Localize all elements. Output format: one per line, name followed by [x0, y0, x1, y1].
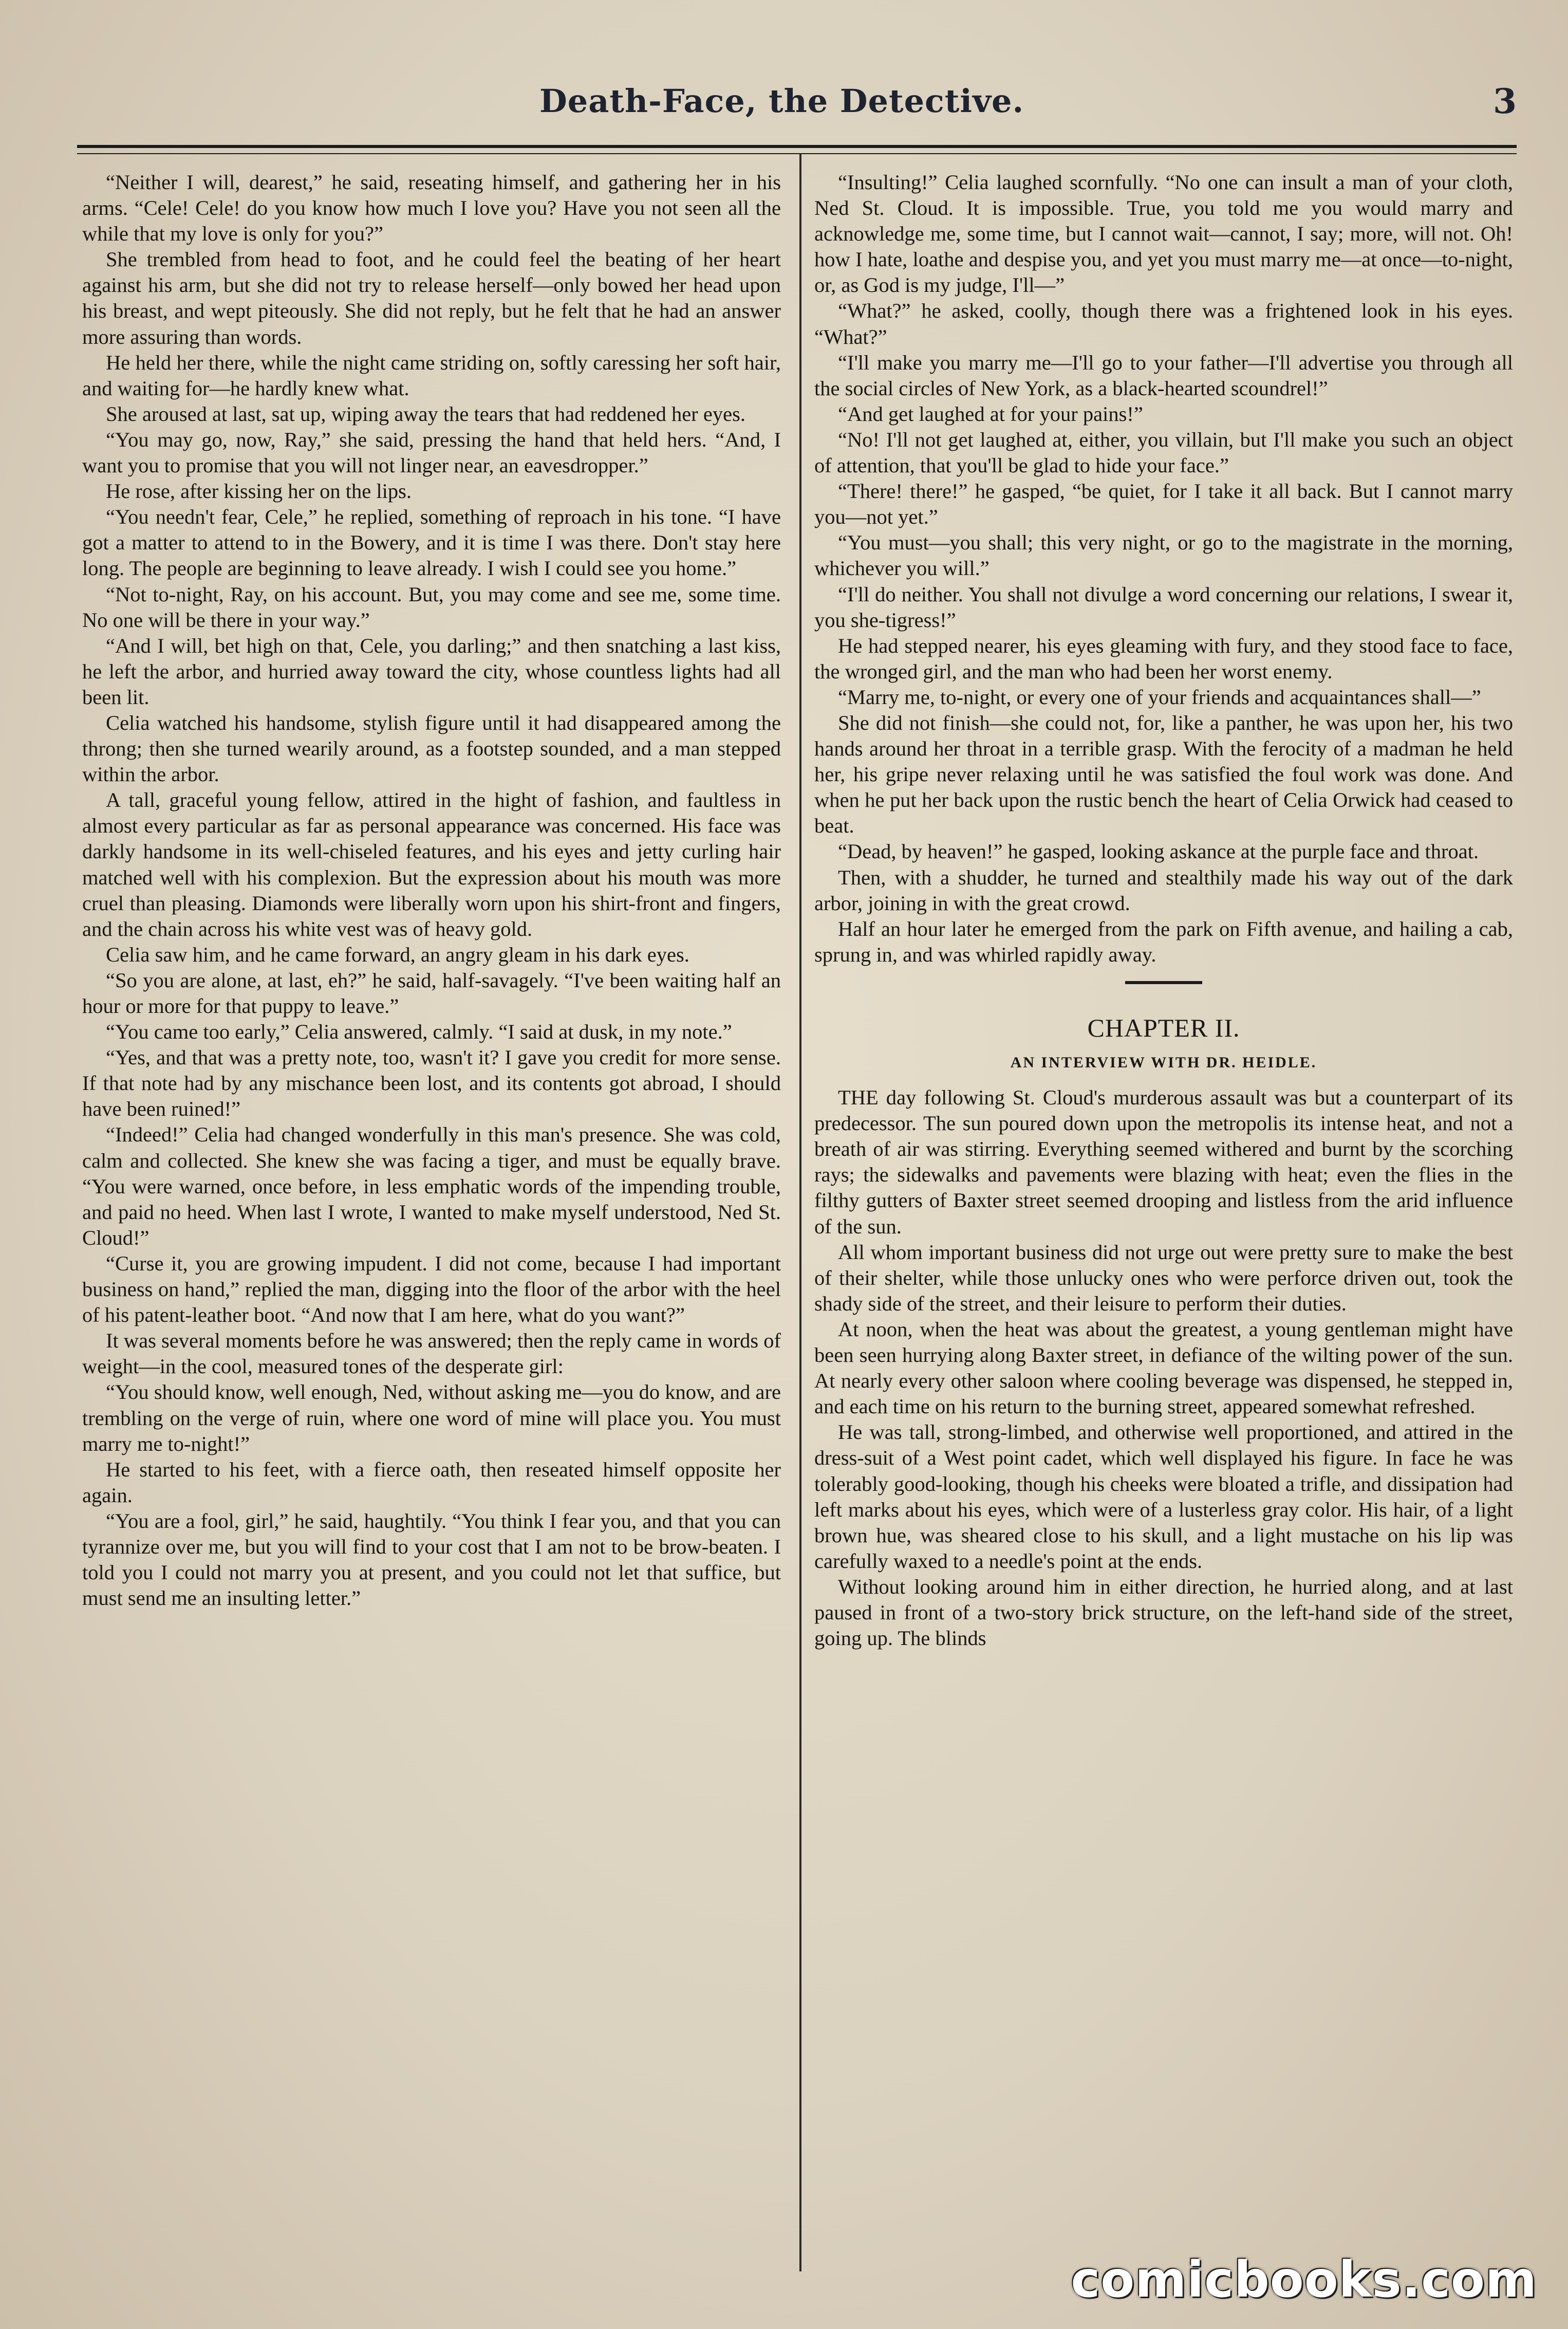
paragraph: “Dead, by heaven!” he gasped, looking askance at the purple face and throat. [838, 840, 1479, 863]
paragraph: She aroused at last, sat up, wiping away the tears that had reddened her eyes. [106, 402, 745, 426]
paragraph: “Marry me, to-night, or every one of your friends and acquaintances shall—” [838, 685, 1481, 709]
paragraph: “You should know, well enough, Ned, without asking me—you do know, and are trembling on the verge of ruin, where one word of mine will place you. You must marry me to-night!” [82, 1380, 781, 1455]
paragraph: THE day following St. Cloud's murderous assault was but a counterpart of its predecessor. The sun poured down upon the metropolis its intense heat, and not a breath of air was stirring. Everything seemed withered and burnt by the scorching rays; the sidewalks and pavements were blazing with heat; even the flies in the filthy gutters of Baxter street seemed drooping and listless from the arid influence of the sun. [814, 1086, 1513, 1238]
paragraph: “You came too early,” Celia answered, calmly. “I said at dusk, in my note.” [106, 1020, 732, 1044]
paragraph: “You must—you shall; this very night, or go to the magistrate in the morning, whichever you will.” [814, 531, 1513, 580]
paragraph: He rose, after kissing her on the lips. [106, 479, 412, 503]
chapter-heading: CHAPTER II. [1087, 1013, 1240, 1042]
paragraph: “And I will, bet high on that, Cele, you darling;” and then snatching a last kiss, he left the arbor, and hurried away toward the city, whose countless lights had all been lit. [82, 634, 781, 709]
page-number: 3 [1493, 81, 1517, 121]
paragraph: “So you are alone, at last, eh?” he said, half-savagely. “I've been waiting half an hour or more for that puppy to leave.” [82, 968, 781, 1018]
paragraph: “Indeed!” Celia had changed wonderfully in this man's presence. She was cold, calm and collected. She knew she was facing a tiger, and must be equally brave. “You were warned, once before, in less emphatic words of the impending trouble, and paid no heed. When last I wrote, I wanted to make myself understood, Ned St. Cloud!” [82, 1123, 781, 1249]
paragraph: “Yes, and that was a pretty note, too, wasn't it? I gave you credit for more sense. If that note had by any mischance been lost, and its contents got abroad, I should have been ruined!” [82, 1046, 781, 1121]
paragraph: “You may go, now, Ray,” she said, pressing the hand that held hers. “And, I want you to promise that you will not linger near, an eavesdropper.” [82, 428, 781, 477]
paragraph: Then, with a shudder, he turned and stealthily made his way out of the dark arbor, joining in with the great crowd. [814, 865, 1513, 915]
paragraph: “Curse it, you are growing impudent. I did not come, because I had important business on hand,” replied the man, digging into the floor of the arbor with the heel of his patent-leather boot. “And now that I am here, what do you want?” [82, 1251, 781, 1327]
page-header [77, 77, 1517, 134]
paragraph: “No! I'll not get laughed at, either, you villain, but I'll make you such an object of attention, that you'll be glad to hide your face.” [814, 428, 1513, 477]
section-rule [1125, 981, 1202, 984]
paragraph: She did not finish—she could not, for, like a panther, he was upon her, his two hands around her throat in a terrible grasp. With the ferocity of a madman he held her, his gripe never relaxing until he was satisfied the foul work was done. And when he put her back upon the rustic bench the heart of Celia Orwick had ceased to beat. [814, 711, 1513, 838]
paragraph: All whom important business did not urge out were pretty sure to make the best of their shelter, while those unlucky ones who were perforce driven out, took the shady side of the street, and their leisure to perform their duties. [814, 1240, 1513, 1315]
paragraph: “You are a fool, girl,” he said, haughtily. “You think I fear you, and that you can tyrannize over me, but you will find to your cost that I am not to be brow-beaten. I told you I could not marry you at present, and you could not let that suffice, but must send me an insulting letter.” [82, 1509, 781, 1610]
paragraph: He held her there, while the night came striding on, softly caressing her soft hair, and waiting for—he hardly knew what. [82, 350, 781, 400]
paragraph: He had stepped nearer, his eyes gleaming with fury, and they stood face to face, the wronged girl, and the man who had been her worst enemy. [814, 634, 1513, 683]
left-column [82, 170, 781, 2297]
paragraph: It was several moments before he was answered; then the reply came in words of weight—in the cool, measured tones of the desperate girl: [82, 1329, 781, 1378]
paragraph: “What?” he asked, coolly, though there was a frightened look in his eyes. “What?” [814, 299, 1513, 348]
paragraph: At noon, when the heat was about the greatest, a young gentleman might have been seen hurrying along Baxter street, in defiance of the wilting power of the sun. At nearly every other saloon where cooling beverage was dispensed, he stepped in, and each time on his return to the burning street, appeared somewhat refreshed. [814, 1317, 1513, 1418]
paragraph: “You needn't fear, Cele,” he replied, something of reproach in his tone. “I have got a matter to attend to in the Bowery, and it is time I was there. Don't stay here long. The people are beginning to leave already. I wish I could see you home.” [82, 505, 781, 580]
paragraph: A tall, graceful young fellow, attired in the hight of fashion, and faultless in almost every particular as far as personal appearance was concerned. His face was darkly handsome in its well-chiseled features, and his eyes and jetty curling hair matched well with his complexion. But the expression about his mouth was more cruel than pleasing. Diamonds were liberally worn upon his shirt-front and fingers, and the chain across his white vest was of heavy gold. [82, 788, 781, 940]
paragraph: She trembled from head to foot, and he could feel the beating of her heart against his arm, but she did not try to release herself—only bowed her head upon his breast, and wept piteously. She did not reply, but he felt that he had an answer more assuring than words. [82, 248, 781, 348]
paragraph: Celia watched his handsome, stylish figure until it had disappeared among the throng; then she turned wearily around, as a footstep sounded, and a man stepped within the arbor. [82, 711, 781, 786]
paragraph: “And get laughed at for your pains!” [838, 402, 1143, 426]
site-watermark: comicbooks.com [1071, 2251, 1537, 2308]
paragraph: Celia saw him, and he came forward, an angry gleam in his dark eyes. [106, 942, 689, 966]
paragraph: Half an hour later he emerged from the park on Fifth avenue, and hailing a cab, sprung in, and was whirled rapidly away. [814, 917, 1513, 966]
header-rule [77, 145, 1517, 154]
chapter-subheading: AN INTERVIEW WITH DR. HEIDLE. [1010, 1054, 1317, 1071]
paragraph: He was tall, strong-limbed, and otherwise well proportioned, and attired in the dress-suit of a West point cadet, which well displayed his figure. In face he was tolerably good-looking, though his cheeks were bloated a trifle, and dissipation had left marks about his eyes, which were of a lusterless gray color. His hair, of a light brown hue, was sheared close to his skull, and a light mustache on his lip was carefully waxed to a needle's point at the ends. [814, 1420, 1513, 1573]
right-column [814, 170, 1513, 2297]
paragraph: “There! there!” he gasped, “be quiet, for I take it all back. But I cannot marry you—not yet.” [814, 479, 1513, 529]
column-divider [799, 154, 801, 2271]
paragraph: “Neither I will, dearest,” he said, reseating himself, and gathering her in his arms. “Cele! Cele! do you know how much I love you? Have you not seen all the while that my love is only for you?” [82, 171, 781, 246]
paragraph: He started to his feet, with a fierce oath, then reseated himself opposite her again. [82, 1457, 781, 1507]
paragraph: “I'll make you marry me—I'll go to your father—I'll advertise you through all the social circles of New York, as a black-hearted scoundrel!” [814, 350, 1513, 400]
paragraph: “I'll do neither. You shall not divulge a word concerning our relations, I swear it, you she-tigress!” [814, 582, 1513, 632]
paragraph: “Insulting!” Celia laughed scornfully. “No one can insult a man of your cloth, Ned St. Cloud. It is impossible. True, you told me you would marry and acknowledge me, some time, but I cannot wait—cannot, I say; more, will not. Oh! how I hate, loathe and despise you, and yet you must marry me—at once—to-night, or, as God is my judge, I'll—” [814, 171, 1513, 297]
paragraph: Without looking around him in either direction, he hurried along, and at last paused in front of a two-story brick structure, on the left-hand side of the street, going up. The blinds [814, 1575, 1513, 1650]
paragraph: “Not to-night, Ray, on his account. But, you may come and see me, some time. No one will be there in your way.” [82, 582, 781, 632]
running-title: Death-Face, the Detective. [539, 82, 1024, 120]
